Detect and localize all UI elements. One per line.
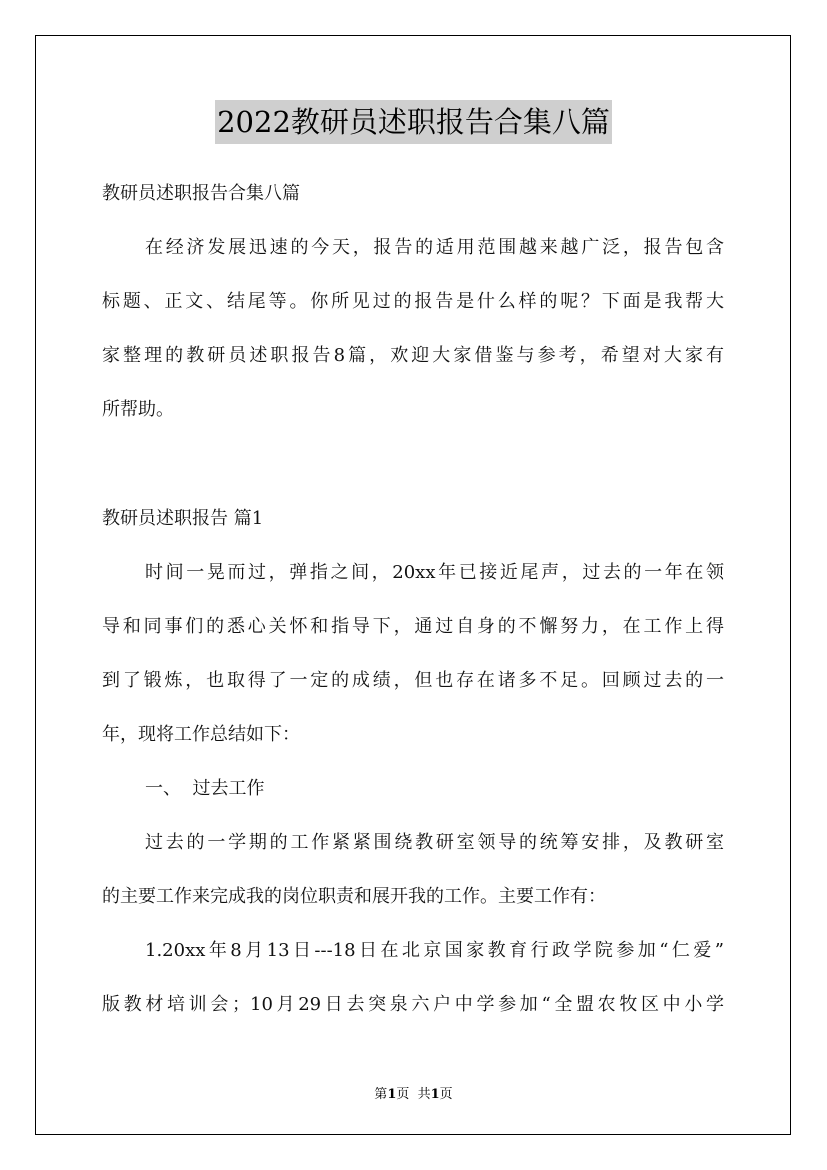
footer-mid: 页 共 — [396, 1087, 431, 1102]
page-footer — [0, 1083, 827, 1102]
paragraph-line: 导和同事们的悉心关怀和指导下，通过自身的不懈努力，在工作上得 — [102, 616, 724, 637]
paragraph-line: 年，现将工作总结如下： — [102, 724, 300, 745]
subheading: 一、 过去工作 — [145, 778, 265, 799]
intro-line: 家整理的教研员述职报告8篇，欢迎大家借鉴与参考，希望对大家有 — [102, 345, 724, 366]
document-title: 2022教研员述职报告合集八篇 — [215, 100, 612, 144]
paragraph-line: 过去的一学期的工作紧紧围绕教研室领导的统筹安排，及教研室 — [145, 832, 724, 853]
title-wrap — [0, 100, 827, 144]
footer-page-total: 1 — [430, 1087, 440, 1102]
footer-page-number: 1 — [387, 1087, 397, 1102]
subtitle: 教研员述职报告合集八篇 — [102, 183, 300, 204]
paragraph-line: 到了锻炼，也取得了一定的成绩，但也存在诸多不足。回顾过去的一 — [102, 670, 724, 691]
paragraph-line: 的主要工作来完成我的岗位职责和展开我的工作。主要工作有： — [102, 886, 606, 907]
footer-prefix: 第 — [374, 1087, 388, 1102]
intro-line: 所帮助。 — [102, 399, 174, 420]
paragraph-line: 时间一晃而过，弹指之间，20xx年已接近尾声，过去的一年在领 — [145, 562, 724, 583]
section-heading: 教研员述职报告 篇1 — [102, 508, 264, 529]
list-item-line: 版教材培训会；10月29日去突泉六户中学参加“全盟农牧区中小学 — [102, 994, 724, 1015]
intro-line: 标题、正文、结尾等。你所见过的报告是什么样的呢？下面是我帮大 — [102, 291, 724, 312]
list-item-line: 1.20xx年8月13日---18日在北京国家教育行政学院参加“仁爱” — [145, 940, 724, 961]
intro-line: 在经济发展迅速的今天，报告的适用范围越来越广泛，报告包含 — [145, 237, 724, 258]
footer-suffix: 页 — [439, 1087, 453, 1102]
